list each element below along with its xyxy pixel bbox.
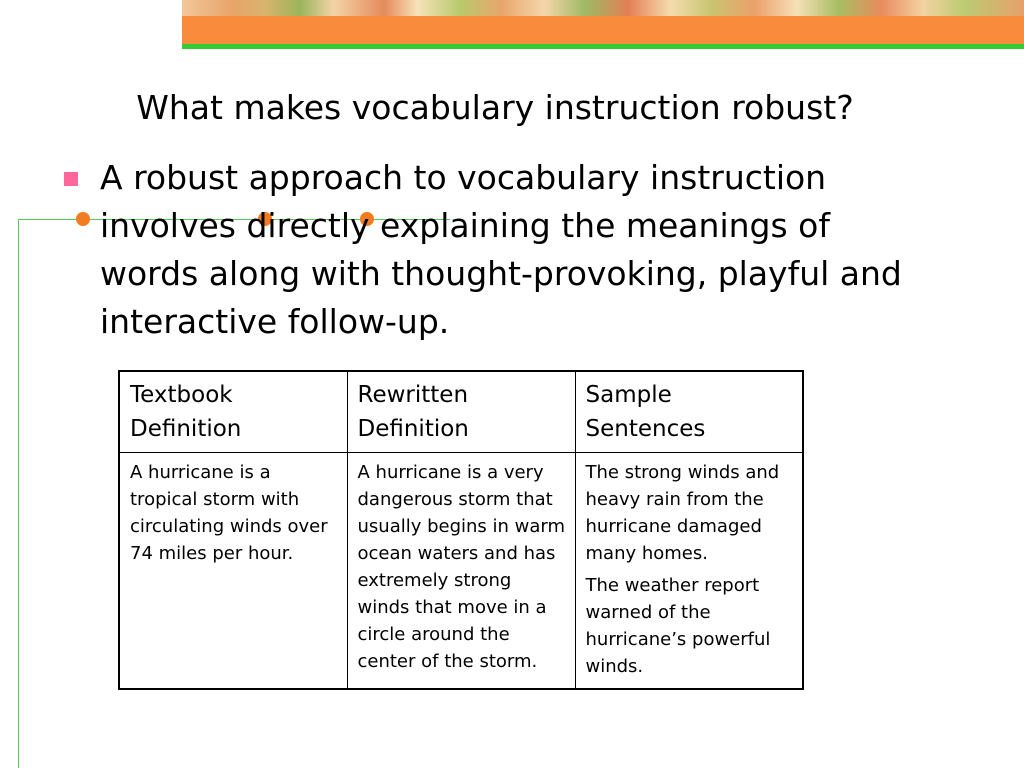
cell-textbook-definition: A hurricane is a tropical storm with circulating winds over 74 miles per hour.: [119, 453, 347, 690]
banner-orange-bar: [182, 16, 1024, 46]
table-header-row: [119, 371, 803, 453]
bullet-item: [62, 154, 902, 346]
cell-rewritten-definition: A hurricane is a very dangerous storm that usually begins in warm ocean waters and has extremely strong winds that move in a circle around the center of the storm.: [347, 453, 575, 690]
bullet-square-icon: [64, 172, 78, 186]
sample-sentence-1: The strong winds and heavy rain from the hurricane damaged many homes.: [585, 462, 780, 564]
header-textbook-definition: Textbook Definition: [119, 371, 347, 453]
banner-green-stripe: [182, 44, 1024, 49]
banner-floral-image: [182, 0, 1024, 16]
cell-sample-sentences: [575, 453, 803, 690]
decorative-vertical-line: [18, 220, 19, 768]
header-rewritten-definition: Rewritten Definition: [347, 371, 575, 453]
vocabulary-table: [118, 370, 804, 690]
slide-title: What makes vocabulary instruction robust?: [136, 88, 854, 127]
bullet-text: A robust approach to vocabulary instruction involves directly explaining the meanings of words along with thought-provoking, playful and interactive follow-up.: [100, 158, 902, 341]
table-row: [119, 453, 803, 690]
sample-sentence-2: The weather report warned of the hurricane’s powerful winds.: [585, 575, 771, 677]
header-sample-sentences: Sample Sentences: [575, 371, 803, 453]
